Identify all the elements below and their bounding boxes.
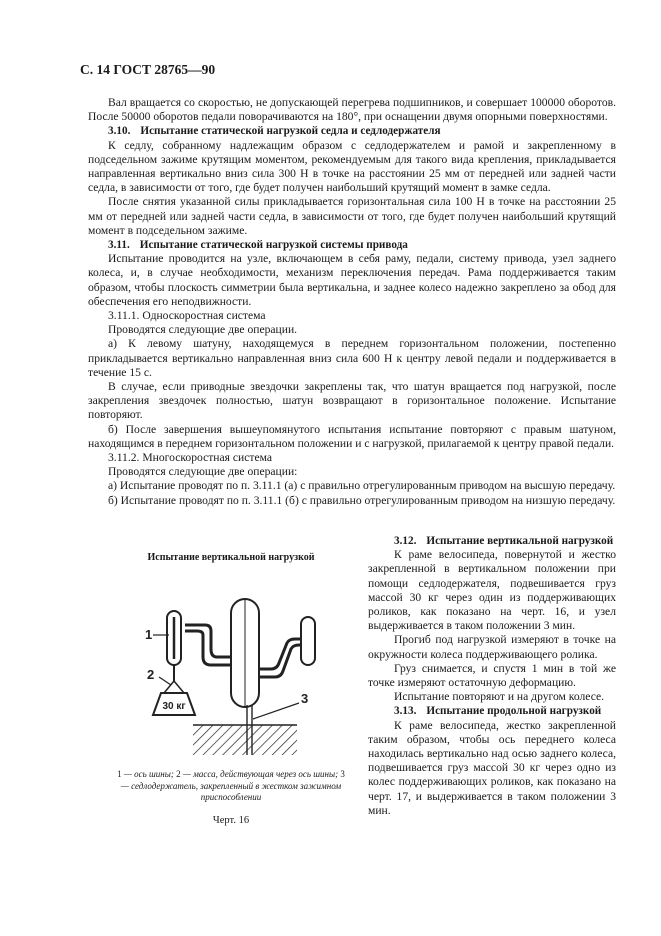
operation-b: б) После завершения вышеупомянутого испытания испытание повторяют с правым шатуном, находящимся в переднем горизонтальном положении и с нагрузкой, прилагаемой к центру правой педали. [88, 422, 616, 450]
weight-label: 30 кг [162, 701, 186, 712]
operation-a: а) К левому шатуну, находящемуся в переднем горизонтальном положении, постепенно прикладывается вертикально направленная вниз сила 600 Н к центру левой педали и поддерживается в течение 15 с. [88, 337, 616, 379]
section-3-12-heading [368, 534, 616, 548]
section-3-13-heading [368, 704, 616, 718]
page-header: С. 14 ГОСТ 28765—90 [80, 62, 216, 77]
right-column [368, 534, 616, 818]
label-1: 1 [145, 627, 153, 642]
main-text-block [88, 96, 616, 508]
subsection-3-11-2-title: 3.11.2. Многоскоростная система [108, 451, 272, 465]
section-number: 3.11. [108, 239, 130, 252]
caption-number: 1 [117, 769, 122, 779]
operation-a-note: В случае, если приводные звездочки закреплены так, что шатун вращается под нагрузкой, после закрепления звездочек полностью, шатун возвращают в горизонтальное положение. Испытание повторяют. [88, 380, 616, 422]
section-3-13-paragraph-1: К раме велосипеда, жестко закрепленной таким образом, чтобы ось переднего колеса находилась вертикально над осью заднего колеса, подвешивается груз массой 30 кг через одно из колес поддерживающих роликов, как показано на черт. 17, и выдерживается в таком положении 3 мин. [368, 718, 616, 817]
section-3-12-paragraph-3: Груз снимается, и спустя 1 мин в той же точке измеряют остаточную деформацию. [368, 661, 616, 690]
intro-paragraph: Вал вращается со скоростью, не допускающей перегрева подшипников, и совершает 100000 оборотов. После 50000 оборотов педали поворачиваются на 180°, при оснащении двумя опорными поверхностями. [88, 96, 616, 124]
caption-text: — седлодержатель, закрепленный в жестком зажимном приспособлении [120, 780, 342, 802]
figure-title: Испытание вертикальной нагрузкой [147, 552, 315, 563]
section-title: Испытание статической нагрузкой системы привода [139, 239, 408, 252]
right-arm [259, 639, 301, 669]
caption-text: — ось шины; [121, 769, 177, 779]
section-3-10-paragraph-2: После снятия указанной силы прикладывается горизонтальная сила 100 Н в точке на расстоянии 25 мм от передней или задней части седла, в зависимости от того, где будет получен наибольший крутящий момент в подседельном зажиме. [88, 195, 616, 237]
section-3-10-heading [88, 124, 616, 138]
section-title: Испытание продольной нагрузкой [426, 705, 602, 718]
subsection-3-11-1-intro: Проводятся следующие две операции. [108, 323, 298, 337]
section-3-11-paragraph-1: Испытание проводится на узле, включающем в себя раму, педали, систему привода, узел заднего колеса, и, в случае необходимости, механизм переключения передач. Рама поддерживается таким образом, чтобы плоскость симметрии была вертикальна, и заднее колесо надежно закреплено за обод для обеспечения его неподвижности. [88, 252, 616, 308]
figure-16 [110, 552, 352, 826]
section-number: 3.12. [394, 535, 417, 547]
figure-number: Черт. 16 [212, 814, 250, 826]
vertical-load-diagram [131, 569, 331, 757]
multi-speed-operation-a: а) Испытание проводят по п. 3.11.1 (а) с правильно отрегулированным приводом на высшую передачу. [108, 479, 616, 493]
section-3-12-paragraph-4: Испытание повторяют и на другом колесе. [394, 690, 605, 704]
ground-hatch [193, 725, 297, 755]
label-2: 2 [147, 667, 155, 682]
section-title: Испытание статической нагрузкой седла и седлодержателя [140, 125, 441, 138]
section-3-12-paragraph-2: Прогиб под нагрузкой измеряют в точке на окружности колеса поддерживающего ролика. [368, 633, 616, 661]
section-3-10-paragraph-1: К седлу, собранному надлежащим образом с седлодержателем и рамой и закрепленному в подседельном зажиме крутящим моментом, рекомендуемым для такого вида крепления, прикладывается направленная вертикально вниз сила 300 Н в точке на расстоянии 25 мм от передней или задней части седла, в зависимости от того, где будет получен наибольший крутящий момент в замке седла. [88, 138, 616, 195]
section-title: Испытание вертикальной нагрузкой [426, 535, 614, 547]
subsection-3-11-2-intro: Проводятся следующие две операции: [108, 465, 298, 479]
figure-caption [110, 769, 352, 804]
label-3: 3 [301, 691, 309, 706]
section-number: 3.10. [108, 125, 131, 138]
section-3-12-paragraph-1: К раме велосипеда, повернутой и жестко закрепленной в вертикальном положении при помощи седлодержателя, подвешивается груз массой 30 кг через один из поддерживающих роликов, как показано на черт. 16, и узел выдерживается в таком положении 3 мин. [368, 548, 616, 633]
caption-text: — масса, действующая через ось шины; [180, 769, 341, 779]
right-roller [301, 617, 315, 665]
section-number: 3.13. [394, 705, 417, 718]
section-3-11-heading [88, 238, 616, 252]
caption-number: 2 [176, 769, 181, 779]
subsection-3-11-1-title: 3.11.1. Односкоростная система [108, 309, 266, 323]
multi-speed-operation-b: б) Испытание проводят по п. 3.11.1 (б) с правильно отрегулированным приводом на низшую передачу. [108, 493, 616, 507]
caption-number: 3 [340, 769, 345, 779]
